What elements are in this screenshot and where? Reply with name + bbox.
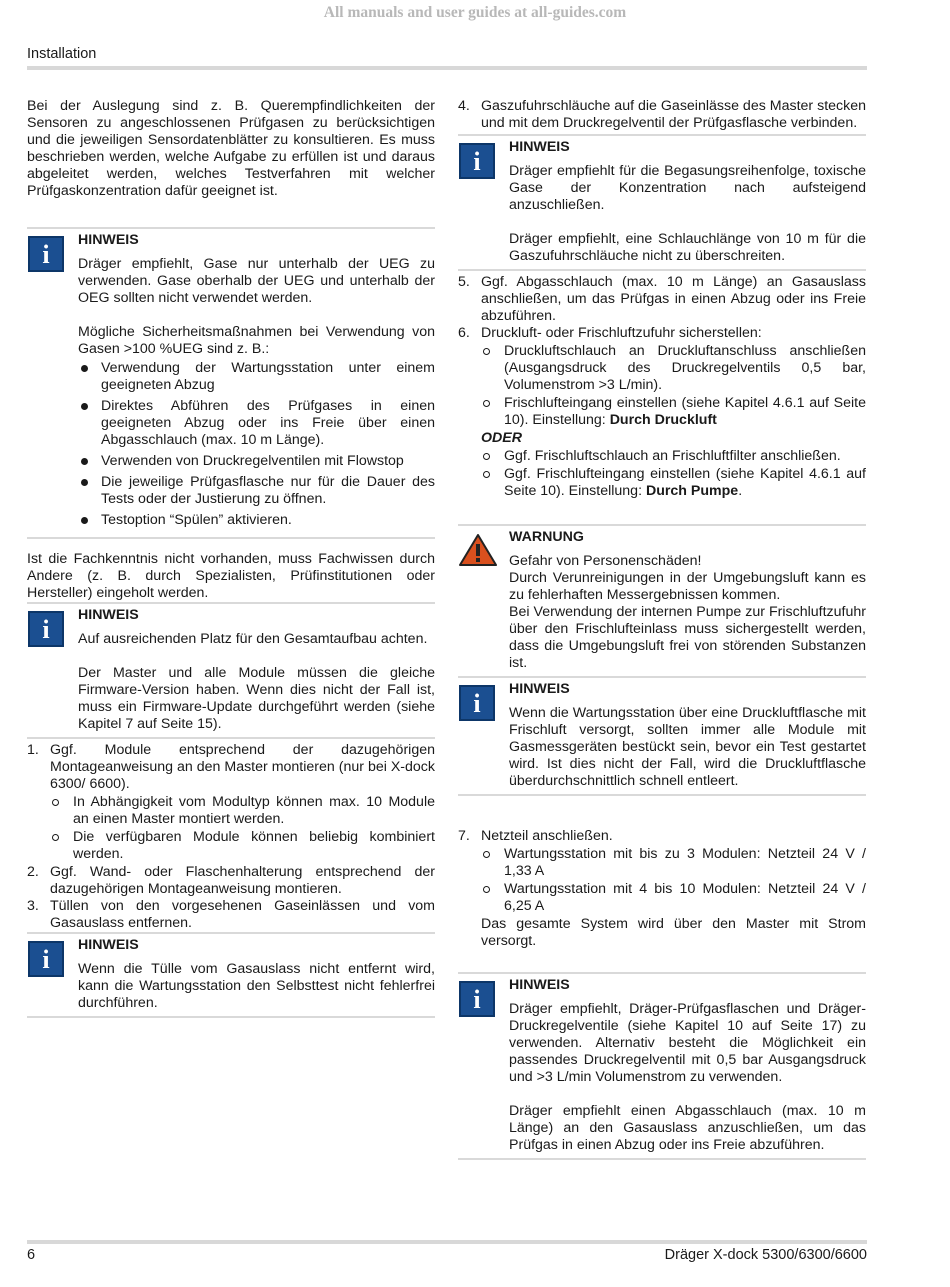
step-text: Tüllen von den vorgesehenen Gaseinlässen und vom Gasauslass entfernen. <box>50 898 435 931</box>
note-title: HINWEIS <box>78 607 139 623</box>
info-icon: i <box>459 685 495 721</box>
step-list <box>458 98 866 132</box>
warning-title: WARNUNG <box>509 529 584 545</box>
sub-item-text: Ggf. Frischlufteingang einstellen (siehe Kapitel 4.6.1 auf Seite 10). Einstellung: <box>504 466 866 499</box>
step-text: Druckluft- oder Frischluftzufuhr sicherstellen: <box>481 325 762 341</box>
setting-value: Durch Druckluft <box>609 412 717 428</box>
warning-icon <box>459 533 495 569</box>
sub-list <box>481 343 866 429</box>
info-icon: i <box>28 611 64 647</box>
note-text: Dräger empfiehlt einen Abgasschlauch (max. 10 m Länge) an den Gasauslass anzuschließen, um das Prüfgas in einen Abzug oder ins Freie abzuführen. <box>509 1103 866 1153</box>
list-item: Die jeweilige Prüfgasflasche nur für die Dauer des Tests oder der Justierung zu öffnen. <box>78 474 435 508</box>
note-text: Dräger empfiehlt, Gase nur unterhalb der UEG zu verwenden. Gase oberhalb der UEG und unterhalb der OEG sollten nicht verwendet werden. <box>78 256 435 306</box>
page-number: 6 <box>27 1247 36 1263</box>
note-title: HINWEIS <box>509 139 570 155</box>
step-text: Ggf. Wand- oder Flaschenhalterung entsprechend der dazugehörigen Montageanweisung montieren. <box>50 864 435 897</box>
sub-item: Die verfügbaren Module können beliebig kombiniert werden. <box>50 829 435 863</box>
list-item: Verwendung der Wartungsstation unter einem geeigneten Abzug <box>78 360 435 394</box>
step-number: 7. <box>458 828 470 844</box>
note-text: Dräger empfiehlt für die Begasungsreihenfolge, toxische Gase der Konzentration nach aufsteigend anzuschließen. <box>509 163 866 213</box>
step-number: 5. <box>458 274 470 290</box>
sub-item: Wartungsstation mit 4 bis 10 Modulen: Netzteil 24 V / 6,25 A <box>481 881 866 915</box>
step-text: Netzteil anschließen. <box>481 828 613 844</box>
warning-text: Bei Verwendung der internen Pumpe zur Frischluftzufuhr über den Frischlufteinlass muss sichergestellt werden, dass die Umgebungsluft frei von störenden Substanzen ist. <box>509 604 866 671</box>
setting-value: Durch Pumpe <box>645 483 739 499</box>
paragraph: Ist die Fachkenntnis nicht vorhanden, muss Fachwissen durch Andere (z. B. durch Spezialisten, Prüfinstitutionen oder Hersteller) eingeholt werden. <box>27 551 435 601</box>
step-item <box>458 274 866 325</box>
list-item: Direktes Abführen des Prüfgases in einen geeigneten Abzug oder ins Freie über einen Abgasschlauch (max. 10 m Länge). <box>78 398 435 449</box>
note-box <box>458 134 866 271</box>
note-box <box>27 602 435 739</box>
step-number: 4. <box>458 98 470 114</box>
sub-item: In Abhängigkeit vom Modultyp können max. 10 Module an einen Master montiert werden. <box>50 794 435 828</box>
step-item <box>458 98 866 132</box>
step-number: 1. <box>27 742 39 758</box>
left-column <box>27 98 435 1018</box>
sub-list <box>481 846 866 915</box>
warning-text: Durch Verunreinigungen in der Umgebungsluft kann es zu fehlerhaften Messergebnissen kommen. <box>509 570 866 603</box>
document-title: Dräger X-dock 5300/6300/6600 <box>664 1247 867 1263</box>
step-item <box>27 898 435 932</box>
info-icon: i <box>28 236 64 272</box>
step-list <box>458 828 866 950</box>
note-text: Wenn die Wartungsstation über eine Druckluftflasche mit Frischluft versorgt, sollten immer alle Module mit Gasmessgeräten bestückt sein, bevor ein Test gestartet wird. Ist dies nicht der Fall, wird die Druckluftflasche überdurchschnittlich schnell entleert. <box>509 705 866 789</box>
warning-text: Gefahr von Personenschäden! <box>509 553 702 569</box>
step-number: 3. <box>27 898 39 914</box>
step-number: 2. <box>27 864 39 880</box>
or-label: ODER <box>481 430 522 446</box>
note-box <box>27 932 435 1018</box>
note-title: HINWEIS <box>509 977 570 993</box>
section-header: Installation <box>27 46 97 62</box>
sub-item-text: Frischlufteingang einstellen (siehe Kapitel 4.6.1 auf Seite 10). Einstellung: <box>504 395 866 428</box>
header-rule <box>27 66 867 70</box>
note-text: Der Master und alle Module müssen die gleiche Firmware-Version haben. Wenn dies nicht der Fall ist, muss ein Firmware-Update durchgeführt werden (siehe Kapitel 7 auf Seite 15). <box>78 665 435 732</box>
note-title: HINWEIS <box>78 937 139 953</box>
note-text: Dräger empfiehlt, Dräger-Prüfgasflaschen und Dräger-Druckregelventile (siehe Kapitel 10 auf Seite 17) zu verwenden. Alternativ besteht die Möglichkeit ein passendes Druckregelventil mit 0,5 bar Ausgangsdruck und >3 L/min Volumenstrom zu verwenden. <box>509 1001 866 1085</box>
footer-rule <box>27 1240 867 1244</box>
sub-item: Ggf. Frischluftschlauch an Frischluftfilter anschließen. <box>481 448 866 465</box>
sub-item <box>481 395 866 429</box>
info-icon: i <box>459 143 495 179</box>
info-icon: i <box>28 941 64 977</box>
note-text: Dräger empfiehlt, eine Schlauchlänge von 10 m für die Gaszufuhrschläuche nicht zu überschreiten. <box>509 231 866 264</box>
step-text: Ggf. Module entsprechend der dazugehörigen Montageanweisung an den Master montieren (nur bei X-dock 6300/ 6600). <box>50 742 435 792</box>
note-title: HINWEIS <box>78 232 139 248</box>
sub-item: Wartungsstation mit bis zu 3 Modulen: Netzteil 24 V / 1,33 A <box>481 846 866 880</box>
list-item: Verwenden von Druckregelventilen mit Flowstop <box>78 453 435 470</box>
sub-item <box>481 466 866 500</box>
note-box <box>458 678 866 796</box>
info-icon: i <box>459 981 495 1017</box>
intro-paragraph: Bei der Auslegung sind z. B. Querempfindlichkeiten der Sensoren zu angeschlossenen Prüfgasen zu berücksichtigen und die jeweiligen Sensordatenblätter zu konsultieren. Es muss beschrieben werden, welche Aufgabe zu erfüllen ist und daraus abgeleitet werden, welches Testverfahren mit welcher Prüfgaskonzentration dafür geeignet ist. <box>27 98 435 199</box>
sub-item: Druckluftschlauch an Druckluftanschluss anschließen (Ausgangsdruck des Druckregelventils 0,5 bar, Volumenstrom >3 L/min). <box>481 343 866 394</box>
sub-list <box>50 794 435 863</box>
bullet-list <box>78 360 435 529</box>
step-item <box>27 864 435 898</box>
step-number: 6. <box>458 325 470 341</box>
step-item <box>458 828 866 950</box>
warning-box <box>458 524 866 678</box>
step-text: Ggf. Abgasschlauch (max. 10 m Länge) an Gasauslass anschließen, um das Prüfgas in einen Abzug oder ins Freie abzuführen. <box>481 274 866 324</box>
watermark: All manuals and user guides at all-guides.com <box>323 4 627 21</box>
note-text: Auf ausreichenden Platz für den Gesamtaufbau achten. <box>78 631 428 647</box>
note-box <box>27 227 435 539</box>
note-title: HINWEIS <box>509 681 570 697</box>
note-text: Wenn die Tülle vom Gasauslass nicht entfernt wird, kann die Wartungsstation den Selbsttest nicht fehlerfrei durchführen. <box>78 961 435 1011</box>
note-box <box>458 972 866 1160</box>
sub-item-punct: . <box>738 483 743 499</box>
step-list <box>458 274 866 500</box>
step-list <box>27 742 435 932</box>
list-item: Testoption “Spülen” aktivieren. <box>78 512 435 529</box>
step-item <box>458 325 866 500</box>
note-text: Mögliche Sicherheitsmaßnahmen bei Verwendung von Gasen >100 %UEG sind z. B.: <box>78 324 435 357</box>
step-item <box>27 742 435 863</box>
sub-list <box>481 448 866 500</box>
step-text: Das gesamte System wird über den Master mit Strom versorgt. <box>481 916 866 949</box>
right-column <box>458 98 866 1160</box>
step-text: Gaszufuhrschläuche auf die Gaseinlässe des Master stecken und mit dem Druckregelventil der Prüfgasflasche verbinden. <box>481 98 866 131</box>
